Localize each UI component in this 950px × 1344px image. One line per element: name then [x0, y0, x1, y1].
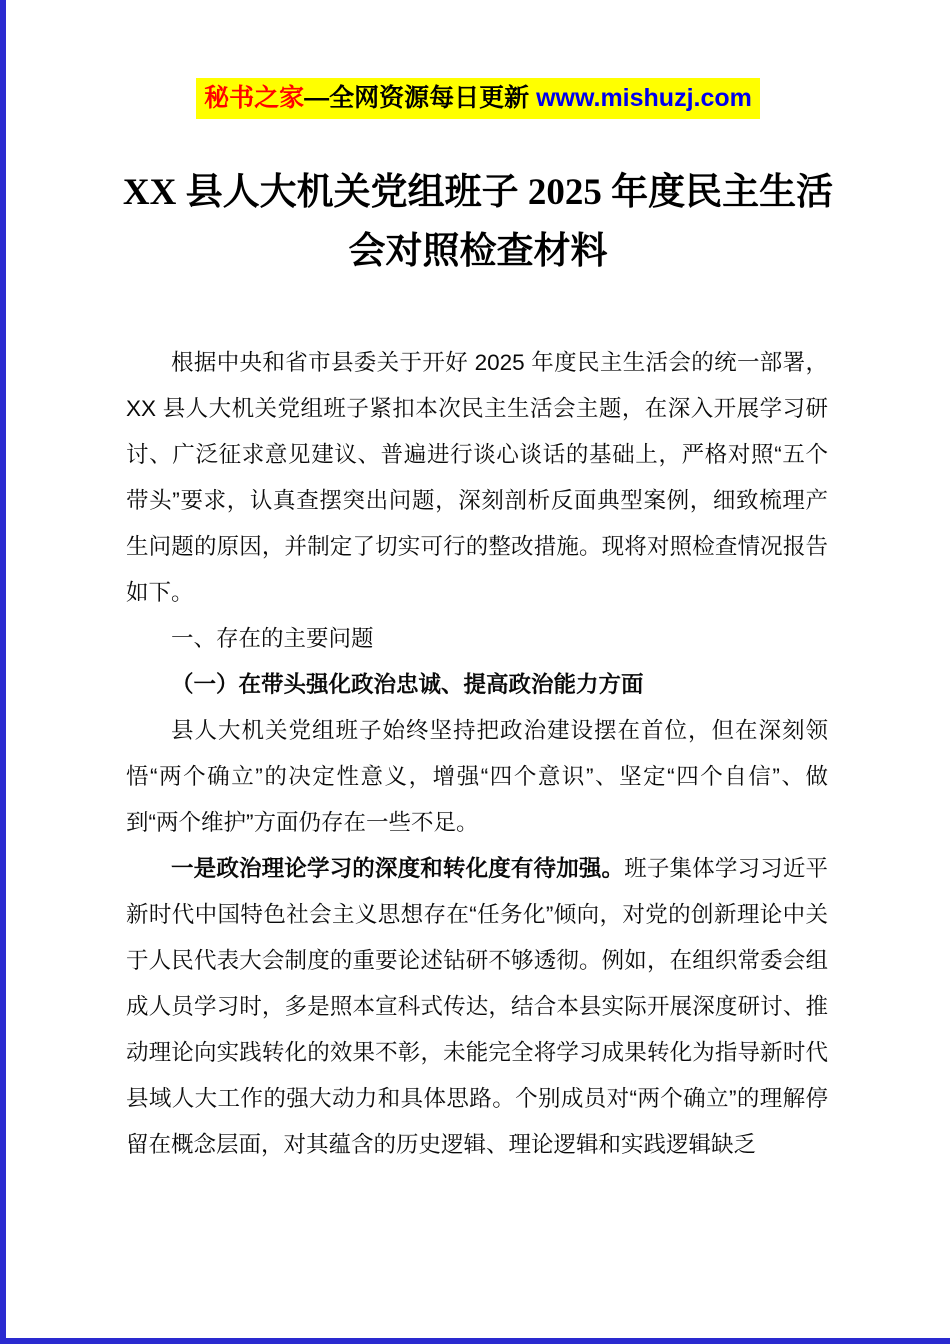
intro-paragraph: 根据中央和省市县委关于开好 2025 年度民主生活会的统一部署，XX 县人大机关党组班子紧扣本次民主生活会主题，在深入开展学习研讨、广泛征求意见建议、普遍进行谈心谈话的基础上，严格对照“五个带头”要求，认真查摆突出问题，深刻剖析反面典型案例，细致梳理产生问题的原因，并制定了切实可行的整改措施。现将对照检查情况报告如下。: [126, 349, 828, 605]
point-1-text: 班子集体学习习近平新时代中国特色社会主义思想存在“任务化”倾向，对党的创新理论中关于人民代表大会制度的重要论述钻研不够透彻。例如，在组织常委会组成人员学习时，多是照本宣科式传达，结合本县实际开展深度研讨、推动理论向实践转化的效果不彰，未能完全将学习成果转化为指导新时代县域人大工作的强大动力和具体思路。个别成员对“两个确立”的理解停留在概念层面，对其蕴含的历史逻辑、理论逻辑和实践逻辑缺乏: [126, 855, 828, 1157]
subsection-1-heading: （一）在带头强化政治忠诚、提高政治能力方面: [171, 671, 644, 697]
point-1-paragraph: [126, 846, 828, 1168]
site-url-link[interactable]: www.mishuzj.com: [536, 84, 752, 112]
banner-tagline: —全网资源每日更新: [304, 84, 537, 112]
site-name: 秘书之家: [204, 84, 305, 112]
section-1-heading: 一、存在的主要问题: [171, 625, 374, 651]
point-1-lead: 一是政治理论学习的深度和转化度有待加强。: [171, 855, 625, 881]
banner-container: [6, 0, 950, 119]
document-body: [126, 340, 828, 1168]
document-title: XX 县人大机关党组班子 2025 年度民主生活会对照检查材料: [122, 172, 834, 273]
site-banner: [196, 78, 760, 119]
subsection-1-paragraph: 县人大机关党组班子始终坚持把政治建设摆在首位，但在深刻领悟“两个确立”的决定性意义，增强“四个意识”、坚定“四个自信”、做到“两个维护”方面仍存在一些不足。: [126, 717, 828, 835]
